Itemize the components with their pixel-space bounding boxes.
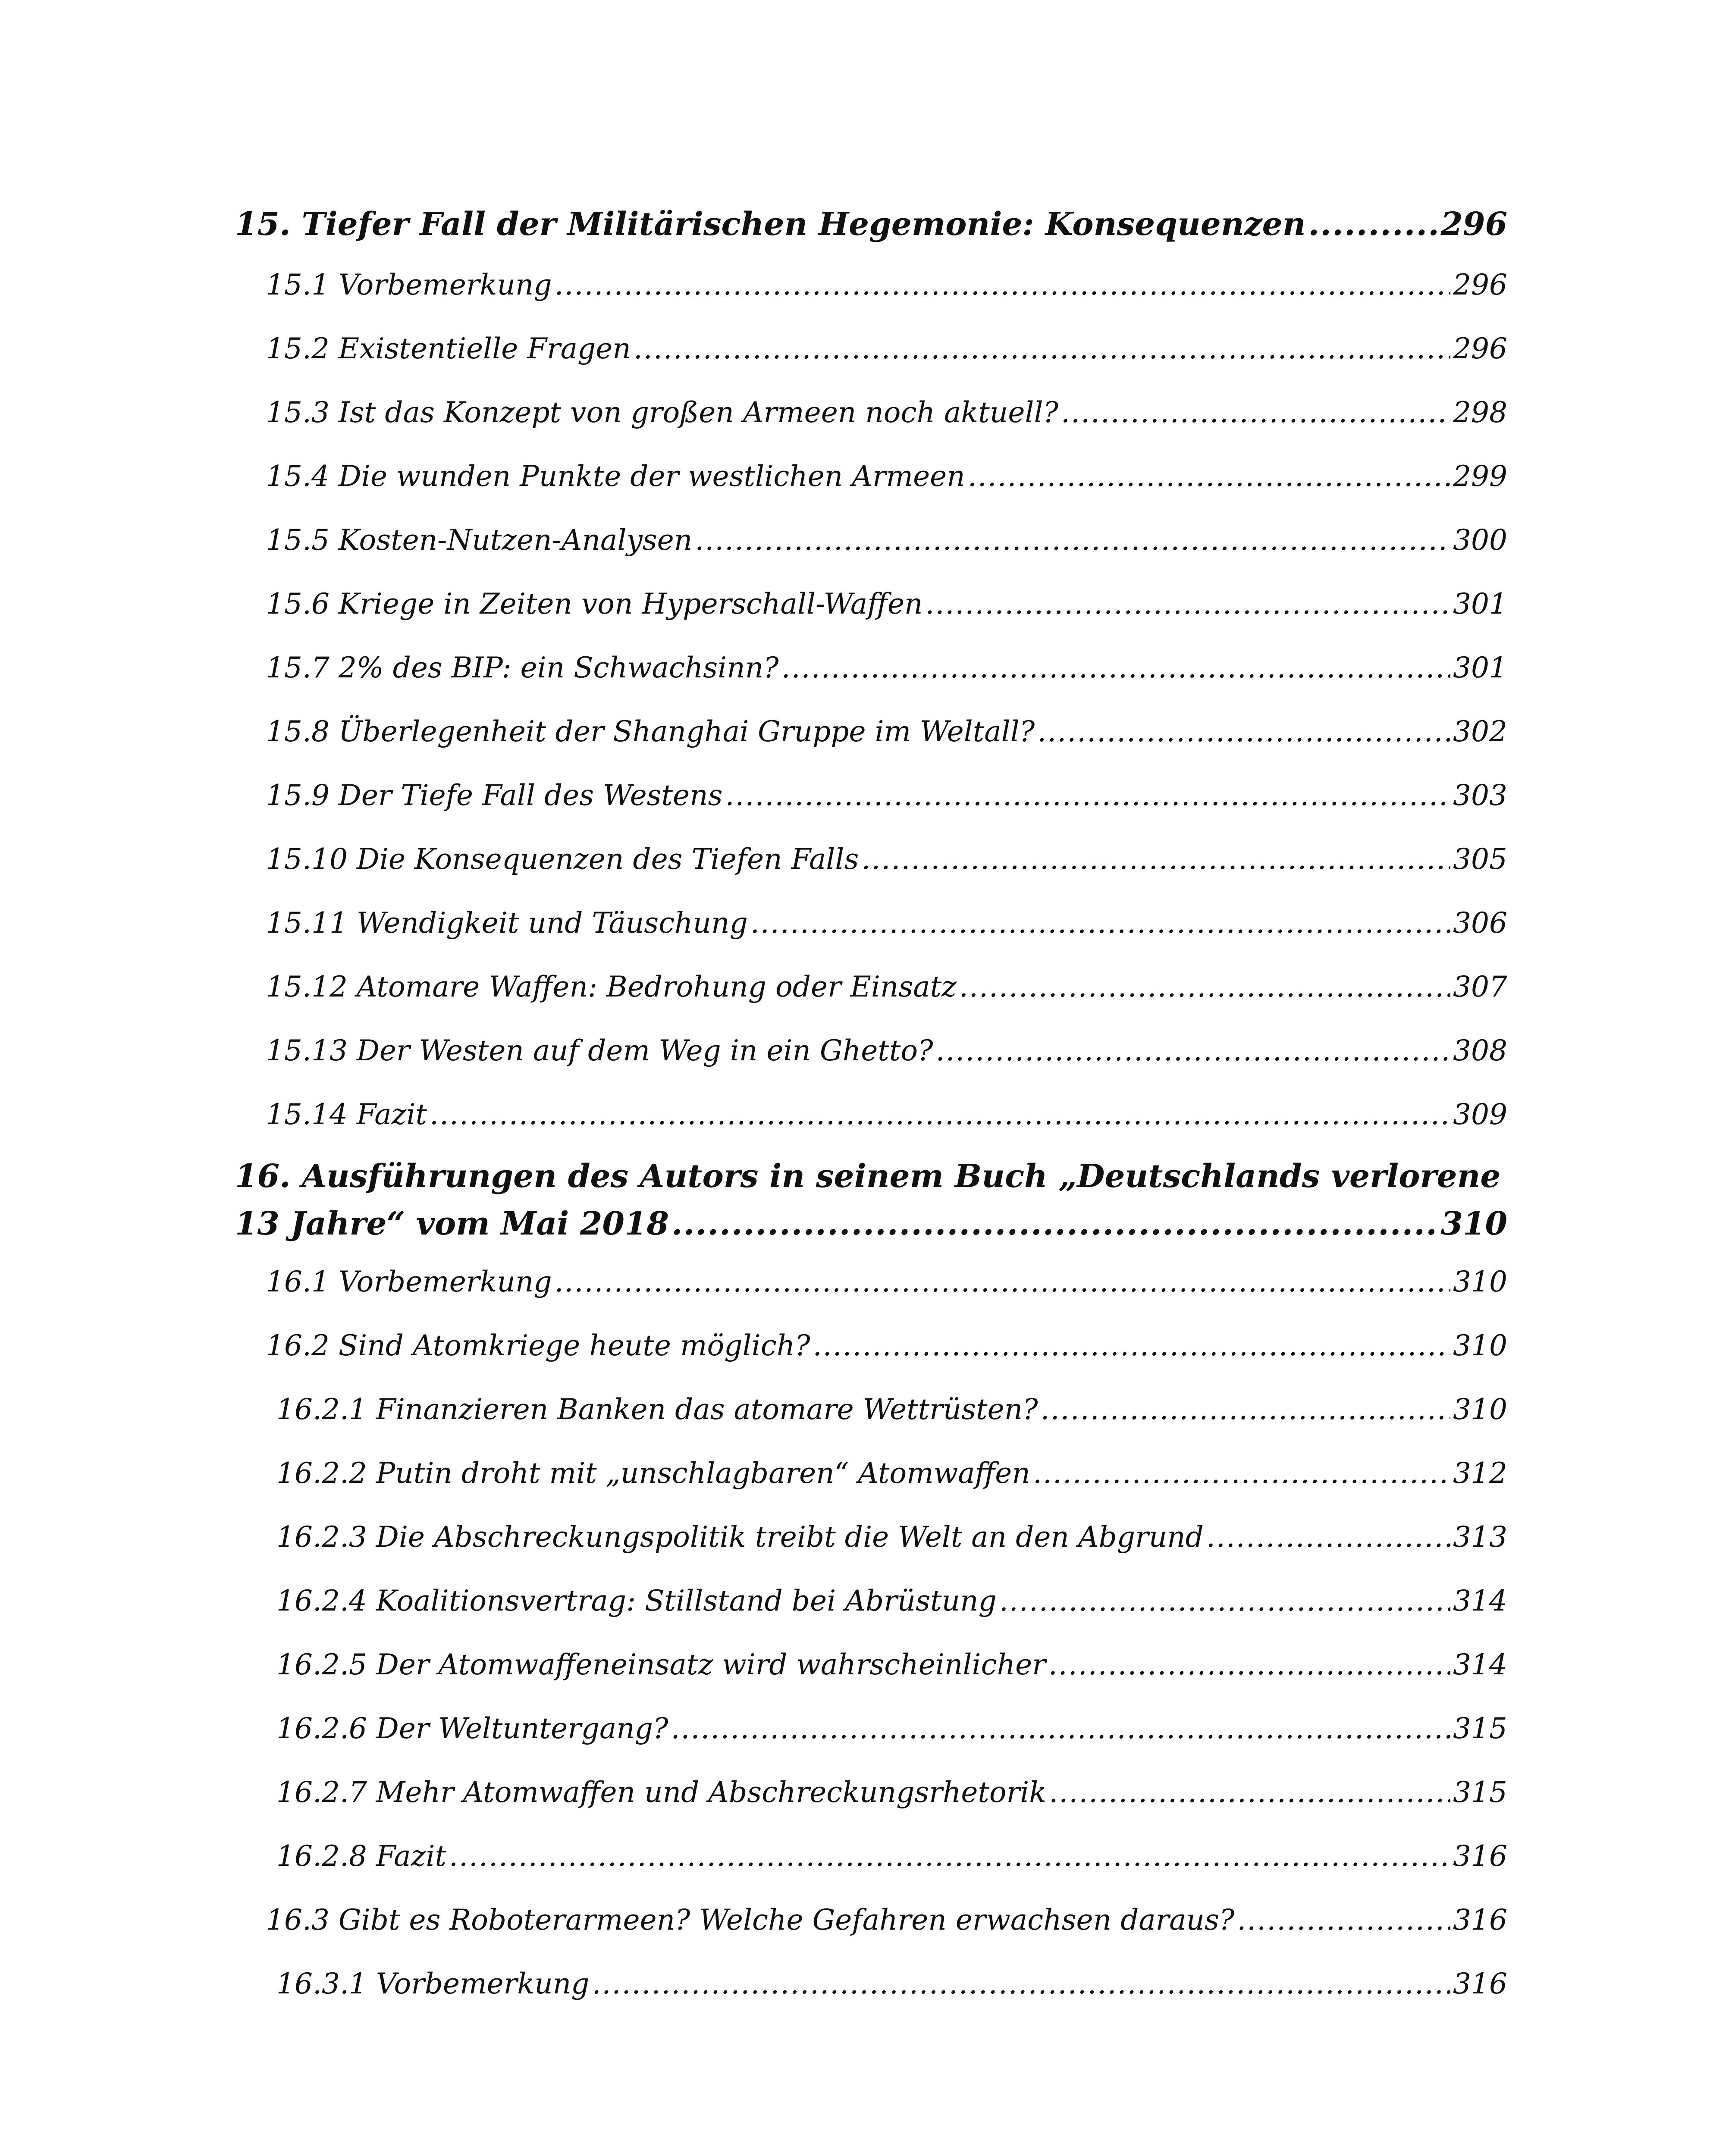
chapter-16-sections (235, 1250, 1507, 2016)
toc-entry (235, 1824, 1507, 1888)
dot-leader (1041, 1378, 1450, 1442)
page-number: 310 (1453, 1265, 1507, 1298)
toc-entry (235, 1952, 1507, 2016)
page-number: 296 (1453, 268, 1507, 301)
table-of-contents (235, 201, 1507, 2016)
toc-entry (235, 1697, 1507, 1761)
dot-leader (1308, 201, 1438, 248)
entry-title: 15.2 Existentielle Fragen (266, 332, 631, 365)
dot-leader (671, 1200, 1438, 1247)
entry-title: 16.2.7 Mehr Atomwaffen und Abschreckungsrhetorik (276, 1776, 1047, 1809)
dot-leader (781, 636, 1450, 700)
dot-leader (555, 1250, 1450, 1314)
page-number: 308 (1453, 1034, 1507, 1067)
toc-entry (235, 1378, 1507, 1442)
entry-title: 15.3 Ist das Konzept von großen Armeen noch aktuell? (266, 396, 1058, 429)
entry-title: 16.2.8 Fazit (276, 1839, 446, 1873)
page-number: 296 (1440, 206, 1507, 243)
dot-leader (634, 317, 1450, 381)
dot-leader (1037, 700, 1450, 764)
dot-leader (1049, 1761, 1450, 1824)
entry-title: 16.2.4 Koalitionsvertrag: Stillstand bei Abrüstung (276, 1584, 997, 1617)
toc-entry (235, 1442, 1507, 1505)
dot-leader (1033, 1442, 1450, 1505)
toc-entry (235, 1250, 1507, 1314)
toc-entry (235, 1314, 1507, 1378)
entry-title: 15.8 Überlegenheit der Shanghai Gruppe im Weltall? (266, 715, 1035, 748)
page-number: 301 (1453, 651, 1507, 684)
entry-title: 16.2.6 Der Weltuntergang? (276, 1712, 668, 1745)
entry-title: 15.10 Die Konsequenzen des Tiefen Falls (266, 843, 859, 876)
entry-title: 15.4 Die wunden Punkte der westlichen Armeen (266, 460, 965, 493)
toc-entry (235, 636, 1507, 700)
toc-entry (235, 764, 1507, 827)
page-number: 316 (1453, 1967, 1507, 2000)
entry-title: 15.5 Kosten-Nutzen-Analysen (266, 523, 693, 557)
page-number: 301 (1453, 587, 1507, 620)
chapter-title: 15. Tiefer Fall der Militärischen Hegemonie: Konsequenzen (235, 206, 1306, 243)
page-number: 310 (1440, 1205, 1507, 1242)
page-number: 309 (1453, 1098, 1507, 1131)
page-number: 312 (1453, 1457, 1507, 1490)
page-number: 298 (1453, 396, 1507, 429)
toc-entry (235, 955, 1507, 1019)
dot-leader (935, 1019, 1450, 1083)
page-number: 310 (1453, 1393, 1507, 1426)
page-number: 306 (1453, 906, 1507, 940)
page-number: 305 (1453, 843, 1507, 876)
dot-leader (926, 572, 1451, 636)
dot-leader (1048, 1633, 1450, 1697)
dot-leader (671, 1697, 1450, 1761)
chapter-16-heading (235, 1153, 1507, 1247)
entry-title: 15.14 Fazit (266, 1098, 427, 1131)
dot-leader (1061, 381, 1450, 445)
toc-entry (235, 1761, 1507, 1824)
entry-title: 16.2.1 Finanzieren Banken das atomare Wettrüsten? (276, 1393, 1038, 1426)
dot-leader (813, 1314, 1450, 1378)
chapter-15-sections (235, 253, 1507, 1147)
page-number: 313 (1453, 1520, 1507, 1554)
page-number: 315 (1453, 1712, 1507, 1745)
toc-entry (235, 572, 1507, 636)
page-number: 307 (1453, 970, 1507, 1003)
chapter-title-line-2: 13 Jahre“ vom Mai 2018 (235, 1205, 669, 1242)
dot-leader (968, 445, 1450, 508)
chapter-title-line-2-row (235, 1200, 1507, 1247)
page-number: 300 (1453, 523, 1507, 557)
toc-entry (235, 891, 1507, 955)
entry-title: 16.2 Sind Atomkriege heute möglich? (266, 1329, 810, 1362)
dot-leader (592, 1952, 1450, 2016)
entry-title: 15.7 2% des BIP: ein Schwachsinn? (266, 651, 779, 684)
dot-leader (695, 508, 1450, 572)
entry-title: 15.12 Atomare Waffen: Bedrohung oder Einsatz (266, 970, 957, 1003)
entry-title: 16.1 Vorbemerkung (266, 1265, 552, 1298)
toc-entry (235, 381, 1507, 445)
entry-title: 15.13 Der Westen auf dem Weg in ein Ghetto? (266, 1034, 933, 1067)
dot-leader (750, 891, 1450, 955)
dot-leader (430, 1083, 1450, 1147)
dot-leader (959, 955, 1450, 1019)
dot-leader (725, 764, 1450, 827)
toc-entry (235, 317, 1507, 381)
page-number: 302 (1453, 715, 1507, 748)
entry-title: 15.11 Wendigkeit und Täuschung (266, 906, 748, 940)
page-number: 314 (1453, 1648, 1507, 1681)
entry-title: 16.2.2 Putin droht mit „unschlagbaren“ Atomwaffen (276, 1457, 1030, 1490)
entry-title: 15.9 Der Tiefe Fall des Westens (266, 779, 723, 812)
page-number: 316 (1453, 1903, 1507, 1937)
page-number: 310 (1453, 1329, 1507, 1362)
toc-entry (235, 1633, 1507, 1697)
page-number: 315 (1453, 1776, 1507, 1809)
toc-entry (235, 1083, 1507, 1147)
page-number: 296 (1453, 332, 1507, 365)
dot-leader (1206, 1505, 1450, 1569)
entry-title: 16.3 Gibt es Roboterarmeen? Welche Gefahren erwachsen daraus? (266, 1903, 1235, 1937)
page-number: 303 (1453, 779, 1507, 812)
dot-leader (555, 253, 1450, 317)
dot-leader (999, 1569, 1450, 1633)
chapter-title-line-1: 16. Ausführungen des Autors in seinem Buch „Deutschlands verlorene (235, 1158, 1501, 1195)
page-number: 299 (1453, 460, 1507, 493)
entry-title: 16.2.5 Der Atomwaffeneinsatz wird wahrscheinlicher (276, 1648, 1046, 1681)
page-number: 316 (1453, 1839, 1507, 1873)
chapter-15-heading (235, 201, 1507, 248)
dot-leader (1237, 1888, 1450, 1952)
toc-entry (235, 1019, 1507, 1083)
dot-leader (861, 827, 1450, 891)
toc-entry (235, 827, 1507, 891)
dot-leader (449, 1824, 1450, 1888)
entry-title: 15.6 Kriege in Zeiten von Hyperschall-Waffen (266, 587, 923, 620)
entry-title: 16.3.1 Vorbemerkung (276, 1967, 590, 2000)
toc-entry (235, 253, 1507, 317)
toc-entry (235, 1569, 1507, 1633)
toc-entry (235, 700, 1507, 764)
toc-entry (235, 508, 1507, 572)
entry-title: 16.2.3 Die Abschreckungspolitik treibt die Welt an den Abgrund (276, 1520, 1204, 1554)
toc-entry (235, 1888, 1507, 1952)
toc-entry (235, 1505, 1507, 1569)
page-number: 314 (1453, 1584, 1507, 1617)
entry-title: 15.1 Vorbemerkung (266, 268, 552, 301)
toc-entry (235, 445, 1507, 508)
